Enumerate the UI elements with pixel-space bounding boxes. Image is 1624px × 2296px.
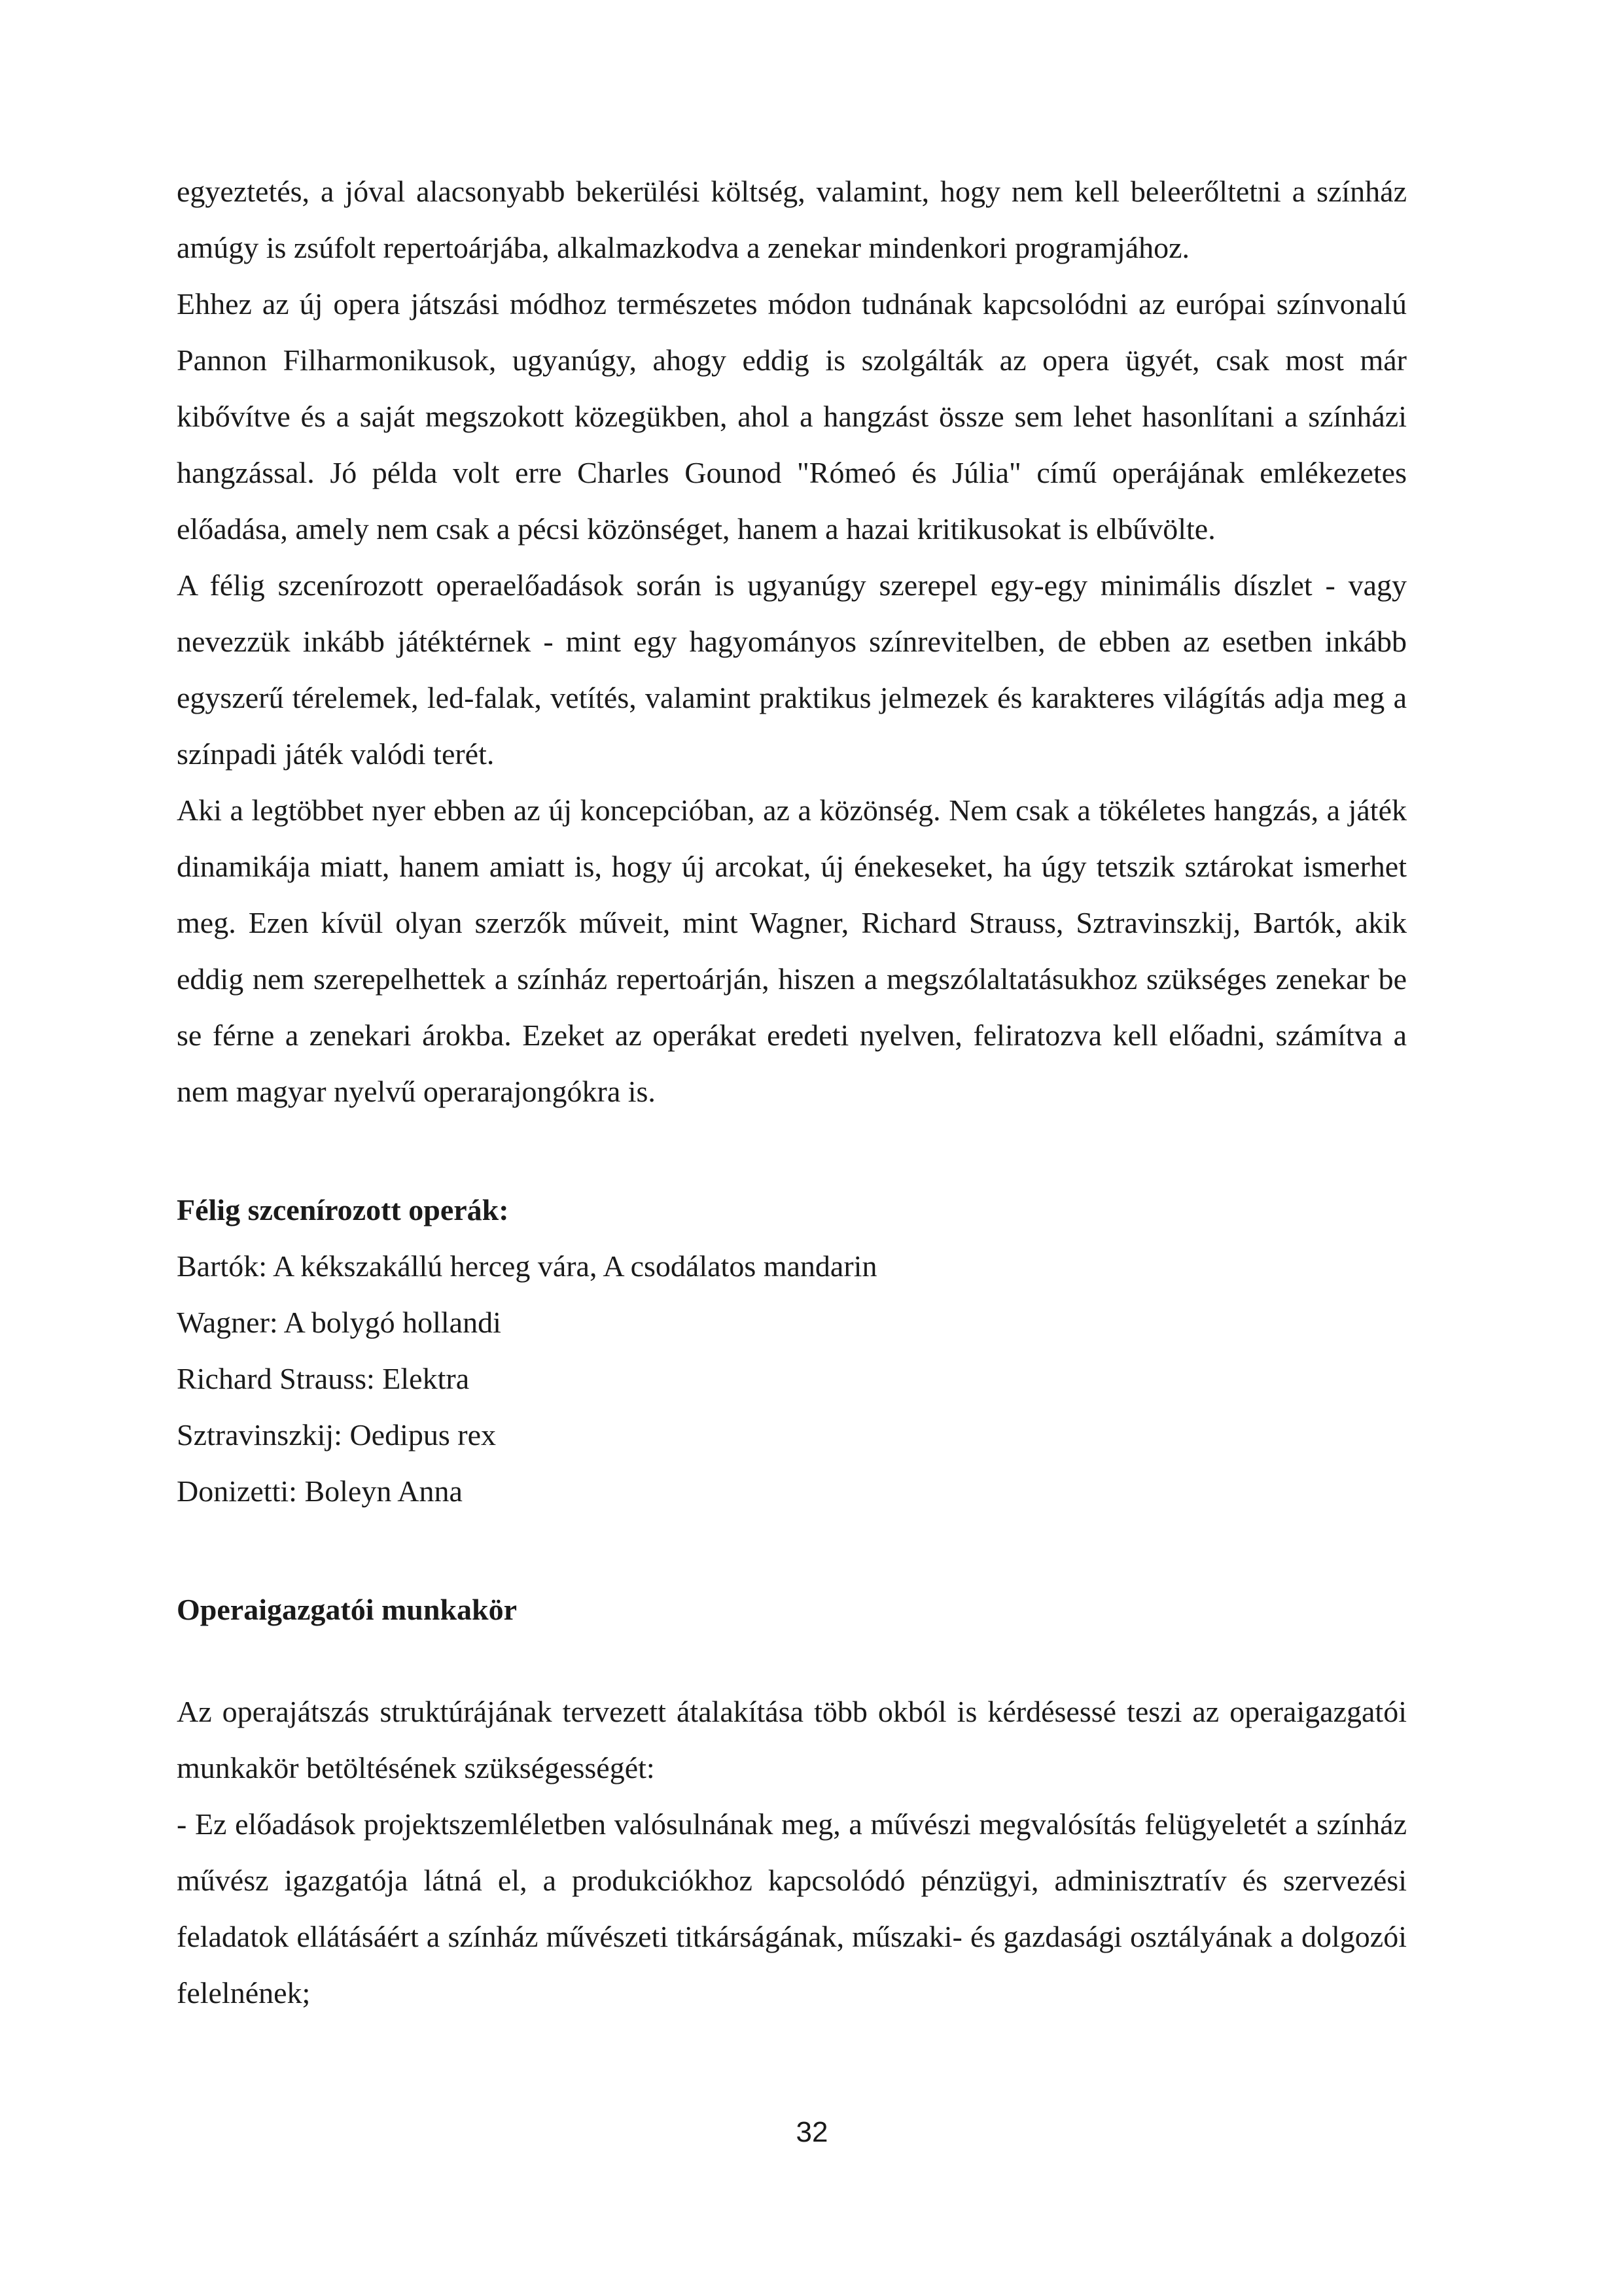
- opera-list: [177, 1238, 1407, 1520]
- paragraph: Aki a legtöbbet nyer ebben az új koncepcióban, az a közönség. Nem csak a tökéletes hangzás, a játék dinamikája miatt, hanem amiatt is, hogy új arcokat, új énekeseket, ha úgy tetszik sztárokat ismerhet meg. Ezen kívül olyan szerzők műveit, mint Wagner, Richard Strauss, Sztravinszkij, Bartók, akik eddig nem szerepelhettek a színház repertoárján, hiszen a megszólaltatásukhoz szükséges zenekar be se férne a zenekari árokba. Ezeket az operákat eredeti nyelven, feliratozva kell előadni, számítva a nem magyar nyelvű operarajongókra is.: [177, 793, 1407, 1108]
- list-item: Sztravinszkij: Oedipus rex: [177, 1418, 497, 1452]
- list-item: Wagner: A bolygó hollandi: [177, 1306, 501, 1339]
- paragraph: A félig szcenírozott operaelőadások során is ugyanúgy szerepel egy-egy minimális díszlet - vagy nevezzük inkább játéktérnek - mint egy hagyományos színrevitelben, de ebben az esetben inkább egyszerű térelemek, led-falak, vetítés, valamint praktikus jelmezek és karakteres világítás adja meg a színpadi játék valódi terét.: [177, 568, 1407, 771]
- spacer: [177, 1520, 1407, 1582]
- list-item: Donizetti: Boleyn Anna: [177, 1474, 463, 1508]
- section-heading-operas: Félig szcenírozott operák:: [177, 1193, 509, 1226]
- paragraph: egyeztetés, a jóval alacsonyabb bekerülési költség, valamint, hogy nem kell beleerőltetni a színház amúgy is zsúfolt repertoárjába, alkalmazkodva a zenekar mindenkori programjához.: [177, 175, 1407, 264]
- spacer: [177, 1120, 1407, 1182]
- section-heading-director: Operaigazgatói munkakör: [177, 1593, 518, 1626]
- spacer: [177, 1638, 1407, 1684]
- paragraph: - Ez előadások projektszemléletben valósulnának meg, a művészi megvalósítás felügyeletét a színház művész igazgatója látná el, a produkciókhoz kapcsolódó pénzügyi, adminisztratív és szervezési feladatok ellátásáért a színház művészeti titkárságának, műszaki- és gazdasági osztályának a dolgozói felelnének;: [177, 1807, 1407, 2009]
- paragraph: Az operajátszás struktúrájának tervezett átalakítása több okból is kérdésessé teszi az operaigazgatói munkakör betöltésének szükségességét:: [177, 1695, 1407, 1784]
- document-page: [177, 164, 1407, 2021]
- paragraph: Ehhez az új opera játszási módhoz természetes módon tudnának kapcsolódni az európai színvonalú Pannon Filharmonikusok, ugyanúgy, ahogy eddig is szolgálták az opera ügyét, csak most már kibővítve és a saját megszokott közegükben, ahol a hangzást össze sem lehet hasonlítani a színházi hangzással. Jó példa volt erre Charles Gounod "Rómeó és Júlia" című operájának emlékezetes előadása, amely nem csak a pécsi közönséget, hanem a hazai kritikusokat is elbűvölte.: [177, 287, 1407, 546]
- list-item: Bartók: A kékszakállú herceg vára, A csodálatos mandarin: [177, 1249, 877, 1283]
- list-item: Richard Strauss: Elektra: [177, 1362, 470, 1395]
- page-number: 32: [796, 2116, 828, 2148]
